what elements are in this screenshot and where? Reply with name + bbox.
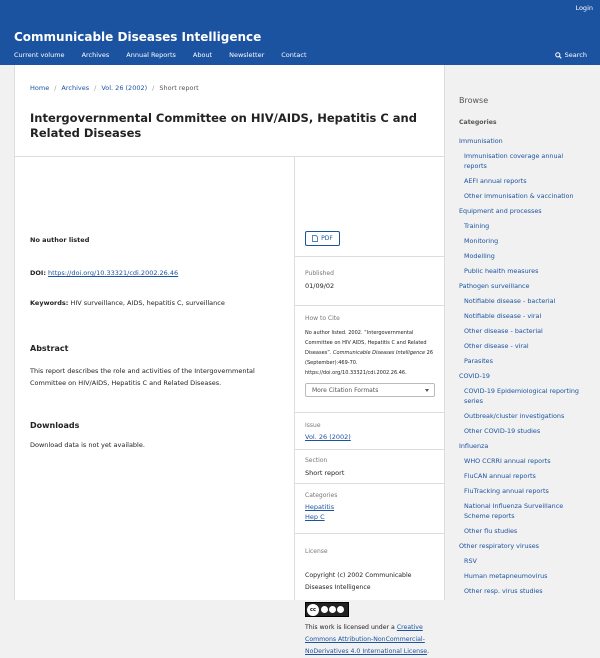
sidebar-item-flutracking[interactable]: FluTracking annual reports — [464, 487, 549, 495]
abstract-heading: Abstract — [30, 344, 69, 353]
breadcrumb — [30, 84, 199, 92]
published-value: 01/09/02 — [305, 282, 335, 290]
divider — [295, 256, 446, 257]
sidebar-item-modelling[interactable]: Modelling — [464, 252, 495, 260]
sidebar-item-covid-epi-reporting[interactable]: COVID-19 Epidemiological reporting series — [464, 387, 579, 405]
nav-contact[interactable]: Contact — [281, 51, 307, 59]
sidebar-item-immunisation[interactable]: Immunisation — [459, 137, 503, 145]
sidebar-item-public-health[interactable]: Public health measures — [464, 267, 539, 275]
sidebar-item-who-ccrri[interactable]: WHO CCRRI annual reports — [464, 457, 551, 465]
section-label: Section — [305, 457, 328, 464]
main-content — [14, 65, 445, 655]
sidebar-item-other-bacterial[interactable]: Other disease - bacterial — [464, 327, 543, 335]
sidebar-item-notifiable-bacterial[interactable]: Notifiable disease - bacterial — [464, 297, 556, 305]
sidebar-item-pathogen-surveillance[interactable]: Pathogen surveillance — [459, 282, 530, 290]
keywords-label: Keywords: — [30, 299, 69, 307]
abstract-text: This report describes the role and activities of the Intergovernmental Committee on HIV/AIDS, Hepatitis C and Related Diseases. — [30, 367, 255, 387]
article-title: Intergovernmental Committee on HIV/AIDS, Hepatitis C and Related Diseases — [30, 111, 417, 140]
search-button[interactable] — [555, 51, 587, 59]
license-intro: This work is licensed under a — [305, 624, 395, 631]
sidebar-item-other-immunisation[interactable]: Other immunisation & vaccination — [464, 192, 574, 200]
license-end: . — [427, 648, 430, 655]
sidebar-item-influenza[interactable]: Influenza — [459, 442, 489, 450]
downloads-text: Download data is not yet available. — [30, 441, 145, 449]
sidebar-item-parasites[interactable]: Parasites — [464, 357, 493, 365]
sidebar-item-other-covid[interactable]: Other COVID-19 studies — [464, 427, 541, 435]
categories-label: Categories — [305, 492, 338, 499]
nav-current-volume[interactable]: Current volume — [14, 51, 65, 59]
divider — [295, 449, 446, 450]
divider — [295, 412, 446, 413]
breadcrumb-volume[interactable]: Vol. 26 (2002) — [101, 84, 148, 92]
breadcrumb-separator: / — [94, 84, 97, 92]
sidebar-item-other-viral[interactable]: Other disease - viral — [464, 342, 529, 350]
login-link[interactable]: Login — [575, 4, 593, 12]
sidebar-item-human-metapneumovirus[interactable]: Human metapneumovirus — [464, 572, 548, 580]
divider — [295, 533, 446, 534]
sidebar-item-outbreak-investigations[interactable]: Outbreak/cluster investigations — [464, 412, 565, 420]
citation-formats-dropdown[interactable] — [305, 383, 435, 397]
file-icon — [312, 235, 318, 242]
citation-part-1: No author listed. 2002. “Intergovernmental Committee on HIV AIDS, Hepatitis C and Related Diseases”. — [305, 330, 427, 356]
search-icon — [555, 52, 562, 59]
published-label: Published — [305, 270, 334, 277]
downloads-heading: Downloads — [30, 421, 80, 430]
license-copyright: Copyright (c) 2002 Communicable Diseases Intelligence — [305, 572, 412, 591]
sidebar-browse-heading: Browse — [459, 96, 489, 105]
site-header — [0, 0, 600, 65]
issue-link[interactable]: Vol. 26 (2002) — [305, 433, 351, 441]
divider — [295, 483, 446, 484]
breadcrumb-separator: / — [152, 84, 155, 92]
site-title[interactable]: Communicable Diseases Intelligence — [14, 30, 262, 44]
sidebar-item-immunisation-coverage[interactable]: Immunisation coverage annual reports — [464, 152, 564, 170]
article-author: No author listed — [30, 236, 90, 244]
nav-annual-reports[interactable]: Annual Reports — [126, 51, 176, 59]
citation-formats-label: More Citation Formats — [312, 386, 379, 394]
citation-journal: Communicable Diseases Intelligence — [333, 350, 426, 356]
sidebar-item-equipment[interactable]: Equipment and processes — [459, 207, 542, 215]
sidebar-item-rsv[interactable]: RSV — [464, 557, 477, 565]
citation-text — [305, 328, 435, 378]
keywords-value: HIV surveillance, AIDS, hepatitis C, surveillance — [70, 299, 225, 307]
sidebar-item-notifiable-viral[interactable]: Notifiable disease - viral — [464, 312, 542, 320]
article-doi — [30, 269, 178, 277]
doi-link[interactable]: https://doi.org/10.33321/cdi.2002.26.46 — [48, 269, 179, 277]
pdf-button[interactable] — [305, 231, 340, 246]
sidebar-item-monitoring[interactable]: Monitoring — [464, 237, 499, 245]
divider — [295, 305, 446, 306]
article-keywords — [30, 299, 225, 307]
creative-commons-badge-icon[interactable]: cc — [305, 602, 349, 617]
sidebar-item-other-flu[interactable]: Other flu studies — [464, 527, 518, 535]
sidebar-categories-heading: Categories — [459, 119, 497, 126]
category-link[interactable]: Hep C — [305, 513, 325, 521]
nav-about[interactable]: About — [192, 51, 213, 59]
sidebar-item-training[interactable]: Training — [464, 222, 490, 230]
main-nav — [14, 51, 324, 59]
sidebar-item-national-influenza[interactable]: National Influenza Surveillance Scheme reports — [464, 502, 564, 520]
search-label: Search — [564, 51, 587, 59]
license-label: License — [305, 548, 328, 555]
issue-label: Issue — [305, 422, 321, 429]
pdf-label: PDF — [321, 235, 333, 242]
sidebar-item-flucan[interactable]: FluCAN annual reports — [464, 472, 536, 480]
sidebar — [445, 65, 600, 600]
divider — [15, 156, 445, 157]
license-link[interactable]: Creative Commons Attribution-NonCommercial-NoDerivatives 4.0 International License — [305, 624, 428, 655]
doi-label: DOI: — [30, 269, 46, 277]
breadcrumb-separator: / — [54, 84, 57, 92]
breadcrumb-archives[interactable]: Archives — [61, 84, 90, 92]
sidebar-item-aefi[interactable]: AEFI annual reports — [464, 177, 527, 185]
category-link[interactable]: Hepatitis — [305, 503, 335, 511]
sidebar-item-other-respiratory[interactable]: Other respiratory viruses — [459, 542, 539, 550]
nav-archives[interactable]: Archives — [81, 51, 110, 59]
sidebar-item-covid-19[interactable]: COVID-19 — [459, 372, 490, 380]
section-value: Short report — [305, 469, 345, 477]
cite-label: How to Cite — [305, 315, 340, 322]
chevron-down-icon — [425, 389, 429, 392]
license-statement — [305, 622, 437, 658]
nav-newsletter[interactable]: Newsletter — [229, 51, 265, 59]
breadcrumb-home[interactable]: Home — [30, 84, 50, 92]
citation-part-2: 26 (September):469-70. https://doi.org/10.33321/cdi.2002.26.46. — [305, 350, 434, 376]
breadcrumb-current: Short report — [159, 84, 199, 92]
sidebar-item-other-resp-virus[interactable]: Other resp. virus studies — [464, 587, 543, 595]
